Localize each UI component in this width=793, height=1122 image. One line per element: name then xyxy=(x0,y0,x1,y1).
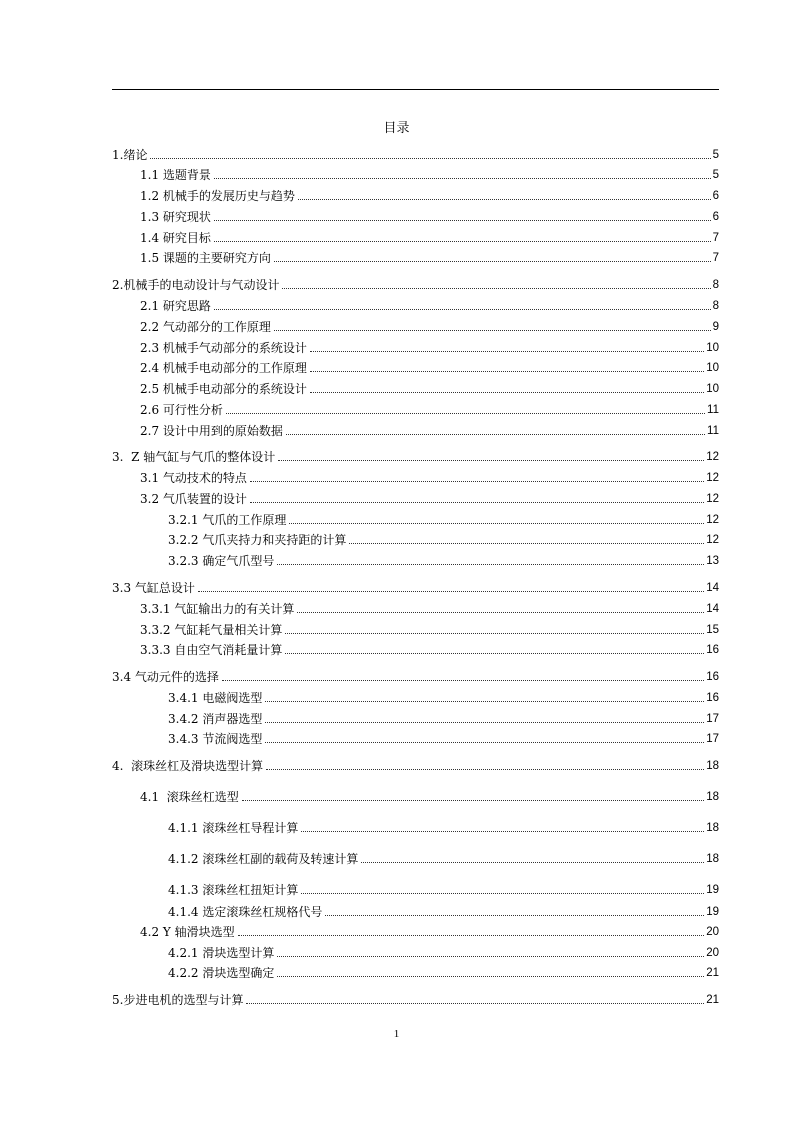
toc-entry-label: 5.步进电机的选型与计算 xyxy=(112,993,244,1007)
toc-entry-label: 3.4.3 节流阀选型 xyxy=(168,732,263,746)
toc-entry-page: 10 xyxy=(706,383,719,395)
toc-entry[interactable] xyxy=(168,903,719,919)
toc-entry[interactable] xyxy=(140,187,719,203)
toc-entry[interactable] xyxy=(168,689,719,705)
toc-entry-page: 10 xyxy=(706,362,719,374)
toc-entry[interactable] xyxy=(140,229,719,245)
toc-leader-dots xyxy=(277,976,704,977)
toc-entry[interactable] xyxy=(140,249,719,265)
toc-entry-page: 12 xyxy=(706,514,719,526)
toc-leader-dots xyxy=(150,158,710,159)
toc-leader-dots xyxy=(242,800,704,801)
toc-entry-label: 2.机械手的电动设计与气动设计 xyxy=(112,278,280,292)
toc-entry-label: 3.3.3 自由空气消耗量计算 xyxy=(140,643,283,657)
toc-leader-dots xyxy=(286,434,705,435)
toc-leader-dots xyxy=(285,633,704,634)
toc-entry-label: 4. 滚珠丝杠及滑块选型计算 xyxy=(112,759,264,773)
toc-entry-label: 2.5 机械手电动部分的系统设计 xyxy=(140,382,307,396)
toc-entry-label: 3.4 气动元件的选择 xyxy=(112,670,219,684)
toc-entry[interactable] xyxy=(112,668,719,684)
toc-entry[interactable] xyxy=(140,297,719,313)
toc-entry-label: 3.4.2 消声器选型 xyxy=(168,712,263,726)
toc-entry-label: 3.3.2 气缸耗气量相关计算 xyxy=(140,623,283,637)
toc-entry[interactable] xyxy=(140,600,719,616)
toc-entry[interactable] xyxy=(168,819,719,835)
toc-entry-label: 4.1.3 滚珠丝杠扭矩计算 xyxy=(168,883,299,897)
toc-entry[interactable] xyxy=(140,641,719,657)
toc-entry-page: 20 xyxy=(706,947,719,959)
toc-entry-page: 14 xyxy=(706,582,719,594)
toc-entry-page: 18 xyxy=(706,822,719,834)
toc-entry-page: 8 xyxy=(712,300,719,312)
toc-entry-page: 14 xyxy=(706,603,719,615)
toc-entry[interactable] xyxy=(140,380,719,396)
toc-leader-dots xyxy=(246,1003,704,1004)
toc-leader-dots xyxy=(214,178,711,179)
toc-leader-dots xyxy=(277,956,704,957)
toc-entry-label: 3.2.1 气爪的工作原理 xyxy=(168,513,287,527)
toc-entry[interactable] xyxy=(140,401,719,417)
toc-entry[interactable] xyxy=(112,146,719,162)
toc-leader-dots xyxy=(238,935,705,936)
toc-entry-label: 3.2 气爪装置的设计 xyxy=(140,492,247,506)
toc-entry-label: 4.1 滚珠丝杠选型 xyxy=(140,790,239,804)
toc-entry-label: 1.1 选题背景 xyxy=(140,168,211,182)
toc-entry-label: 4.1.1 滚珠丝杠导程计算 xyxy=(168,821,299,835)
toc-entry[interactable] xyxy=(168,964,719,980)
toc-entry-label: 1.4 研究目标 xyxy=(140,231,211,245)
toc-entry[interactable] xyxy=(168,850,719,866)
toc-leader-dots xyxy=(222,680,704,681)
toc-leader-dots xyxy=(277,564,704,565)
toc-leader-dots xyxy=(289,523,704,524)
toc-entry-page: 8 xyxy=(712,279,719,291)
toc-leader-dots xyxy=(298,199,711,200)
toc-entry[interactable] xyxy=(168,730,719,746)
toc-entry-page: 11 xyxy=(707,404,719,416)
toc-entry-page: 7 xyxy=(712,232,719,244)
toc-entry-label: 3.2.3 确定气爪型号 xyxy=(168,554,275,568)
toc-leader-dots xyxy=(301,831,704,832)
toc-entry-page: 16 xyxy=(706,671,719,683)
toc-entry[interactable] xyxy=(140,923,719,939)
toc-entry-page: 9 xyxy=(712,321,719,333)
toc-entry[interactable] xyxy=(168,710,719,726)
toc-leader-dots xyxy=(361,862,704,863)
toc-entry[interactable] xyxy=(168,531,719,547)
toc-leader-dots xyxy=(325,915,704,916)
toc-leader-dots xyxy=(214,220,711,221)
toc-entry-page: 19 xyxy=(706,884,719,896)
toc-entry-page: 12 xyxy=(706,451,719,463)
toc-entry-page: 16 xyxy=(706,644,719,656)
toc-entry-label: 2.7 设计中用到的原始数据 xyxy=(140,424,283,438)
toc-entry[interactable] xyxy=(140,339,719,355)
toc-entry-page: 11 xyxy=(707,425,719,437)
toc-entry[interactable] xyxy=(112,448,719,464)
toc-entry[interactable] xyxy=(168,881,719,897)
toc-leader-dots xyxy=(278,460,704,461)
header-rule xyxy=(112,89,719,90)
toc-entry-label: 1.2 机械手的发展历史与趋势 xyxy=(140,189,295,203)
toc-leader-dots xyxy=(250,481,704,482)
toc-entry[interactable] xyxy=(140,621,719,637)
toc-entry-label: 3.4.1 电磁阀选型 xyxy=(168,691,263,705)
toc-entry[interactable] xyxy=(140,166,719,182)
toc-entry[interactable] xyxy=(140,788,719,804)
toc-leader-dots xyxy=(310,371,704,372)
toc-leader-dots xyxy=(282,288,710,289)
toc-entry-label: 2.2 气动部分的工作原理 xyxy=(140,320,271,334)
toc-leader-dots xyxy=(274,330,711,331)
toc-entry-page: 17 xyxy=(706,733,719,745)
toc-entry-page: 10 xyxy=(706,342,719,354)
toc-entry-label: 3.2.2 气爪夹持力和夹持距的计算 xyxy=(168,533,347,547)
toc-entry[interactable] xyxy=(140,208,719,224)
toc-entry-label: 4.1.2 滚珠丝杠副的载荷及转速计算 xyxy=(168,852,359,866)
toc-entry[interactable] xyxy=(140,359,719,375)
toc-entry[interactable] xyxy=(168,944,719,960)
toc-entry[interactable] xyxy=(140,469,719,485)
toc-entry-page: 5 xyxy=(712,169,719,181)
toc-entry-label: 4.1.4 选定滚珠丝杠规格代号 xyxy=(168,905,323,919)
toc-entry-label: 4.2.1 滑块选型计算 xyxy=(168,946,275,960)
toc-leader-dots xyxy=(285,653,704,654)
toc-leader-dots xyxy=(214,241,711,242)
toc-leader-dots xyxy=(198,591,704,592)
toc-leader-dots xyxy=(349,543,704,544)
toc-entry-label: 3.3 气缸总设计 xyxy=(112,581,195,595)
toc-entry-page: 6 xyxy=(712,190,719,202)
toc-entry[interactable] xyxy=(168,552,719,568)
toc-entry-page: 17 xyxy=(706,713,719,725)
toc-leader-dots xyxy=(297,612,704,613)
toc-leader-dots xyxy=(265,701,704,702)
toc-entry[interactable] xyxy=(112,991,719,1007)
toc-entry[interactable] xyxy=(112,579,719,595)
toc-entry-page: 16 xyxy=(706,692,719,704)
toc-title: 目录 xyxy=(383,121,410,136)
toc-entry-page: 20 xyxy=(706,926,719,938)
toc-entry-label: 2.4 机械手电动部分的工作原理 xyxy=(140,361,307,375)
toc-entry-page: 18 xyxy=(706,791,719,803)
toc-entry-page: 12 xyxy=(706,493,719,505)
toc-entry[interactable] xyxy=(112,276,719,292)
toc-entry-page: 12 xyxy=(706,534,719,546)
toc-entry-label: 2.1 研究思路 xyxy=(140,299,211,313)
toc-entry-label: 3.3.1 气缸输出力的有关计算 xyxy=(140,602,295,616)
toc-entry-page: 12 xyxy=(706,472,719,484)
toc-entry-page: 15 xyxy=(706,624,719,636)
toc-leader-dots xyxy=(250,502,704,503)
toc-leader-dots xyxy=(274,261,711,262)
toc-entry-label: 2.3 机械手气动部分的系统设计 xyxy=(140,341,307,355)
toc-leader-dots xyxy=(214,309,711,310)
toc-entry-page: 6 xyxy=(712,211,719,223)
toc-entry-page: 7 xyxy=(712,252,719,264)
toc-entry-label: 4.2.2 滑块选型确定 xyxy=(168,966,275,980)
toc-leader-dots xyxy=(310,351,704,352)
toc-leader-dots xyxy=(310,392,704,393)
page-number: 1 xyxy=(393,1028,400,1040)
toc-entry[interactable] xyxy=(140,490,719,506)
toc-leader-dots xyxy=(265,722,704,723)
toc-entry-label: 3.1 气动技术的特点 xyxy=(140,471,247,485)
toc-entry[interactable] xyxy=(140,422,719,438)
toc-entry-label: 4.2 Y 轴滑块选型 xyxy=(140,925,235,939)
toc-leader-dots xyxy=(265,742,704,743)
toc-entry-label: 1.5 课题的主要研究方向 xyxy=(140,251,271,265)
toc-entry-page: 19 xyxy=(706,906,719,918)
toc-entry-label: 2.6 可行性分析 xyxy=(140,403,223,417)
toc-leader-dots xyxy=(226,413,705,414)
toc-entry[interactable] xyxy=(112,757,719,773)
toc-entry-page: 13 xyxy=(706,555,719,567)
toc-entry-page: 21 xyxy=(706,967,719,979)
toc-entry-label: 3. Z 轴气缸与气爪的整体设计 xyxy=(112,450,276,464)
toc-leader-dots xyxy=(301,893,704,894)
toc-entry-page: 5 xyxy=(712,149,719,161)
toc-entry-label: 1.绪论 xyxy=(112,148,148,162)
toc-leader-dots xyxy=(266,769,704,770)
toc-entry-page: 18 xyxy=(706,853,719,865)
toc-entry[interactable] xyxy=(140,318,719,334)
toc-entry-page: 21 xyxy=(706,994,719,1006)
toc-entry-page: 18 xyxy=(706,760,719,772)
toc-entry-label: 1.3 研究现状 xyxy=(140,210,211,224)
toc-entry[interactable] xyxy=(168,511,719,527)
